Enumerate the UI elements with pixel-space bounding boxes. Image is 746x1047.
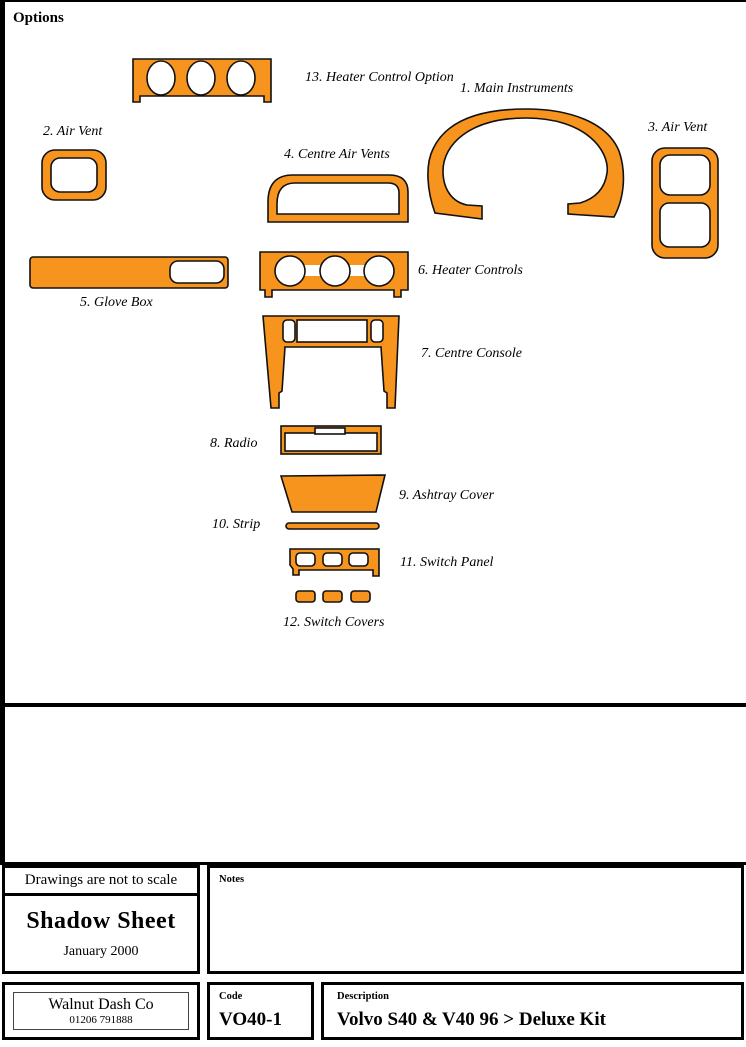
part-shape-air-vent-2 — [40, 147, 110, 205]
company-inner-frame — [13, 992, 189, 1030]
part-label-radio: 8. Radio — [210, 436, 258, 451]
part-label-main-instruments: 1. Main Instruments — [460, 81, 574, 96]
part-shape-ashtray-cover — [277, 472, 389, 516]
part-label-heater-controls: 6. Heater Controls — [418, 263, 523, 278]
code-value: VO40-1 — [219, 1009, 282, 1030]
part-shape-main-instruments — [421, 105, 631, 225]
company-box — [2, 982, 200, 1040]
part-shape-centre-console — [259, 312, 403, 414]
sheet-title: Shadow Sheet — [26, 908, 176, 934]
code-label: Code — [219, 991, 243, 1002]
part-label-strip: 10. Strip — [212, 517, 261, 532]
company-phone: 01206 791888 — [69, 1013, 133, 1026]
part-label-centre-console: 7. Centre Console — [421, 346, 522, 361]
part-label-centre-air-vents: 4. Centre Air Vents — [284, 147, 390, 162]
sheet-date: January 2000 — [63, 944, 139, 959]
part-label-ashtray-cover: 9. Ashtray Cover — [399, 488, 495, 503]
part-label-switch-covers: 12. Switch Covers — [283, 615, 385, 630]
part-label-switch-panel: 11. Switch Panel — [400, 555, 494, 570]
company-name: Walnut Dash Co — [48, 995, 154, 1013]
description-label: Description — [337, 991, 389, 1002]
part-label-heater-control-option: 13. Heater Control Option — [305, 70, 454, 85]
part-shape-heater-control-option — [129, 54, 275, 106]
part-shape-glove-box — [28, 255, 232, 291]
part-shape-strip — [284, 521, 382, 533]
part-shape-centre-air-vents — [265, 172, 411, 225]
part-label-air-vent-3: 3. Air Vent — [648, 120, 708, 135]
description-value: Volvo S40 & V40 96 > Deluxe Kit — [337, 1009, 606, 1030]
code-box — [207, 982, 314, 1040]
part-shape-radio — [279, 424, 383, 457]
scale-note: Drawings are not to scale — [5, 868, 197, 896]
part-label-air-vent-2: 2. Air Vent — [43, 124, 103, 139]
options-title: Options — [13, 10, 64, 26]
part-shape-switch-covers — [294, 588, 376, 604]
description-box — [321, 982, 744, 1040]
title-block — [2, 865, 200, 974]
notes-label: Notes — [219, 874, 245, 885]
notes-box — [207, 865, 744, 974]
part-label-glove-box: 5. Glove Box — [80, 295, 153, 310]
part-shape-heater-controls — [257, 249, 411, 301]
part-shape-air-vent-3 — [650, 146, 722, 262]
part-shape-switch-panel — [287, 545, 383, 580]
